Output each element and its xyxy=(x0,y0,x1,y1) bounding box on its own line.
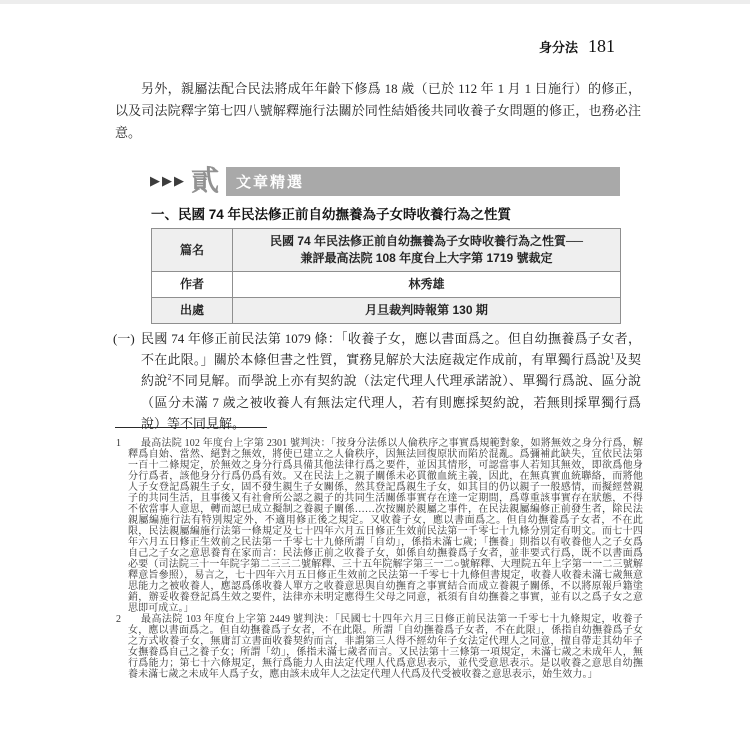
table-row-source xyxy=(152,298,621,324)
section-banner xyxy=(150,166,620,196)
list-item-marker: (一) xyxy=(113,331,135,346)
section-number: 貳 xyxy=(191,165,220,196)
arrow-icon: ▶ xyxy=(174,173,184,189)
footnotes-block xyxy=(115,438,643,680)
body-text-3: 不同見解。而學說上亦有契約說（法定代理人代理承諾說）、單獨行爲說、區分說（區分未滿 7 歲之被收養人有無法定代理人，若有則應採契約說，若無則採單獨行爲說）等不同見解。 xyxy=(141,373,641,431)
table-value: 月旦裁判時報第 130 期 xyxy=(233,298,621,324)
page-number: 181 xyxy=(588,36,615,56)
table-row-title xyxy=(152,229,621,272)
footnote-ref-1: 1 xyxy=(610,351,615,361)
article-info-table xyxy=(151,228,621,324)
footnote-text: 最高法院 102 年度台上字第 2301 號判決：「按身分法係以人倫秩序之事實爲規範對象，如將無效之身分行爲，解釋爲自始、當然、絕對之無效，將使已建立之人倫秩序，因無法回復原狀而陷於混亂。爲彌補此缺失，宜依民法第一百十二條規定，於無效之身分行爲具備其他法律行爲之要件，並因其情形，可認當事人若知其無效，即欲爲他身分行爲者，該他身分行爲仍爲有效。又在民法上之親子關係未必貫徹血統主義，因此，在無真實血統聯絡，而將他人子女登記爲親生子女，固不發生親生子女關係，然其登記爲親生子女，如其目的仍以親子一般感情，而擬經營親子的共同生活，且事後又有社會所公認之親子的共同生活關係事實存在達一定期間，爲尊重該事實存在狀態，不得不依當事人意思，轉而認已成立擬制之養親子關係……次按關於親屬之事件，在民法親屬編修正前發生者，除民法親屬編施行法有特別規定外，不適用修正後之規定。又收養子女，應以書面爲之。但自幼撫養爲子女者，不在此限，民法親屬編施行法第一條規定及七十四年六月五日修正生效前民法第一千零七十九條分別定有明文。而七十四年六月五日修正生效前之民法第一千零七十九條所謂「自幼」，係指未滿七歲；「撫養」則指以有收養他人之子女爲自己之子女之意思養育在家而言：民法修正前之收養子女，如係自幼撫養爲子女者，並非要式行爲，既不以書面爲必要（司法院三十一年院字第二三三二號解釋、三十五年院解字第三一二○號解釋、大理院五年上字第一一二三號解釋意旨參照），易言之，七十四年六月五日修正生效前之民法第一千零七十九條但書規定，收養人收養未滿七歲無意思能力之被收養人，應認爲係收養人單方之收養意思與自幼撫育之事實結合而成立養親子關係，不以將原報戶籍塗銷，辦妥收養登記爲生效之要件，法律亦未明定應得生父母之同意，祇須有自幼撫養之事實，並有以之爲子女之意思即可成立。」 xyxy=(128,438,643,614)
arrow-icon: ▶ xyxy=(162,173,172,189)
footnote-separator xyxy=(115,427,267,428)
triple-arrow-icon xyxy=(150,175,184,188)
footnote-number: 2 xyxy=(116,614,122,625)
footnote-ref-2: 2 xyxy=(167,373,172,383)
body-paragraph xyxy=(113,328,641,434)
scan-edge-artifact xyxy=(0,0,750,4)
section-banner-bar xyxy=(226,167,620,196)
footnote-text: 最高法院 103 年度台上字第 2449 號判決：「民國七十四年六月三日修正前民法第一千零七十九條規定，收養子女，應以書面爲之。但自幼撫養爲子女者，不在此限。所謂「自幼撫養爲子女者，不在此限」，係指自幼撫養爲子女之方式收養子女，無庸訂立書面收養契約而言，非謂第三人得不經幼年子女法定代理人之同意，擅自帶走其幼年子女撫養爲自己之養子女；所謂「幼」，係指未滿七歲者而言。又民法第十三條第一項規定，未滿七歲之未成年人，無行爲能力；第七十六條規定，無行爲能力人由法定代理人代爲意思表示，並代受意思表示。是以收養之意思自幼撫養未滿七歲之未成年人爲子女，應由該未成年人之法定代理人代爲及代受被收養之意思表示，始生效力。」 xyxy=(128,614,643,680)
section-title: 文章精選 xyxy=(236,173,305,191)
chapter-label: 身分法 xyxy=(538,40,578,55)
footnote-1 xyxy=(115,438,643,614)
body-text-1: 民國 74 年修正前民法第 1079 條：「收養子女，應以書面爲之。但自幼撫養爲子女者，不在此限。」關於本條但書之性質，實務見解於大法庭裁定作成前，有單獨行爲說 xyxy=(141,331,641,368)
table-row-author xyxy=(152,272,621,298)
table-value: 林秀雄 xyxy=(233,272,621,298)
table-label: 出處 xyxy=(152,298,233,324)
body-text-2: 及契約說 xyxy=(141,352,641,389)
article-heading: 一、民國 74 年民法修正前自幼撫養為子女時收養行為之性質 xyxy=(151,207,512,222)
footnote-2 xyxy=(115,614,643,680)
table-label: 作者 xyxy=(152,272,233,298)
intro-paragraph: 另外，親屬法配合民法將成年年齡下修爲 18 歲（已於 112 年 1 月 1 日施行）的修正，以及司法院釋字第七四八號解釋施行法關於同性結婚後共同收養子女問題的修正，也務必注意。 xyxy=(115,81,641,140)
table-value xyxy=(233,229,621,272)
arrow-icon: ▶ xyxy=(150,173,160,189)
footnote-number: 1 xyxy=(116,438,122,449)
title-line-1: 民國 74 年民法修正前自幼撫養為子女時收養行為之性質── xyxy=(269,234,584,248)
title-line-2: 兼評最高法院 108 年度台上大字第 1719 號裁定 xyxy=(300,251,553,265)
table-label: 篇名 xyxy=(152,229,233,272)
running-header xyxy=(539,36,615,57)
